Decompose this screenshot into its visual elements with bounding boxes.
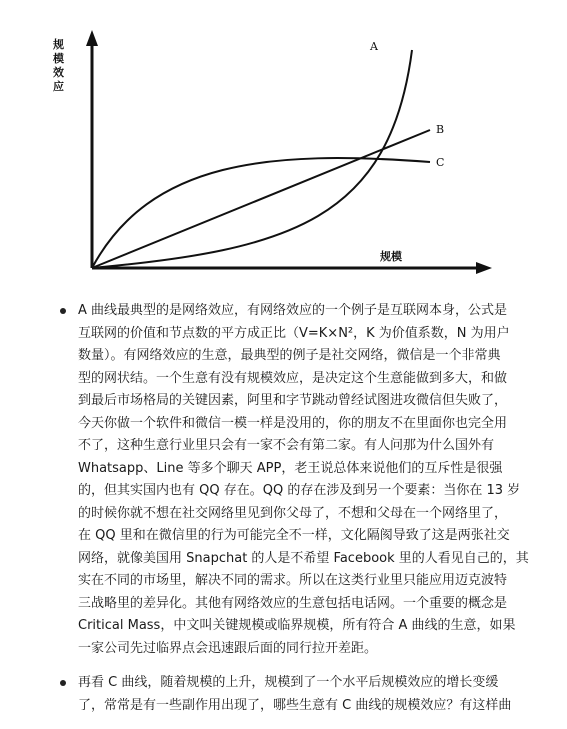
- text-line: 今天你做一个软件和微信一模一样是没用的，你的朋友不在里面你也完全用: [78, 415, 508, 431]
- text-line: 了，常常是有一些副作用出现了，哪些生意有 C 曲线的规模效应？有这样曲: [78, 697, 512, 713]
- bullet-dot-icon: [60, 680, 66, 686]
- scale-effect-figure: [40, 20, 510, 280]
- bullet-dot-icon: [60, 308, 66, 314]
- curve-b: [92, 130, 430, 268]
- scale-effect-chart: [40, 20, 510, 280]
- text-line: 网络，就像美国用 Snapchat 的人是不希望 Facebook 里的人看见自己的，其: [78, 550, 529, 566]
- text-line: 的，但其实国内也有 QQ 存在。QQ 的存在涉及到另一个要素：当你在 13 岁: [78, 483, 521, 498]
- y-axis-label-char: 模: [53, 52, 64, 65]
- x-axis-label: 规模: [380, 250, 402, 263]
- text-line: 数量）。有网络效应的生意，最典型的例子是社交网络，微信是一个非常典: [78, 348, 501, 363]
- curve-b-label: B: [436, 123, 445, 136]
- y-axis-label-char: 应: [53, 80, 64, 93]
- bullet-list: [56, 300, 542, 717]
- article-body: [56, 300, 542, 729]
- x-axis-arrow-icon: [476, 262, 492, 274]
- text-line: 型的网状结。一个生意有没有规模效应，是决定这个生意能做到多大，和做: [78, 370, 508, 386]
- curve-c-label: C: [436, 156, 445, 169]
- text-line: 三战略里的差异化。其他有网络效应的生意包括电话网。一个重要的概念是: [78, 595, 508, 611]
- curve-a-label: A: [370, 40, 378, 53]
- text-line: 互联网的价值和节点数的平方成正比（V=K×N²，K 为价值系数，N 为用户: [78, 325, 510, 341]
- text-line: Whatsapp、Line 等多个聊天 APP，老王说总体来说他们的互斥性是很强: [78, 460, 503, 476]
- y-axis-arrow-icon: [86, 30, 98, 46]
- text-line: Critical Mass，中文叫关键规模或临界规模，所有符合 A 曲线的生意，如果: [78, 618, 516, 633]
- text-line: A 曲线最典型的是网络效应，有网络效应的一个例子是互联网本身，公式是: [78, 303, 508, 318]
- text-line: 的时候你就不想在社交网络里见到你父母了，不想和父母在一个网络里了，: [78, 505, 508, 521]
- y-axis-label-char: 效: [53, 66, 64, 79]
- text-line: 不了，这种生意行业里只会有一家不会有第二家。有人问那为什么国外有: [78, 438, 495, 453]
- text-line: 一家公司先过临界点会迅速跟后面的同行拉开差距。: [78, 640, 378, 656]
- text-line: 在 QQ 里和在微信里的行为可能完全不一样，文化隔阂导致了这是两张社交: [78, 528, 510, 543]
- text-line: 再看 C 曲线，随着规模的上升，规模到了一个水平后规模效应的增长变缓: [78, 675, 499, 690]
- bullet-paragraph-curve-c: [56, 672, 542, 717]
- text-line: 到最后市场格局的关键因素，阿里和字节跳动曾经试图进攻微信但失败了，: [78, 393, 508, 408]
- y-axis-label-char: 规: [53, 38, 64, 51]
- text-line: 实在不同的市场里，解决不同的需求。所以在这类行业里只能应用迈克波特: [78, 573, 508, 588]
- bullet-paragraph-curve-a: [56, 300, 542, 660]
